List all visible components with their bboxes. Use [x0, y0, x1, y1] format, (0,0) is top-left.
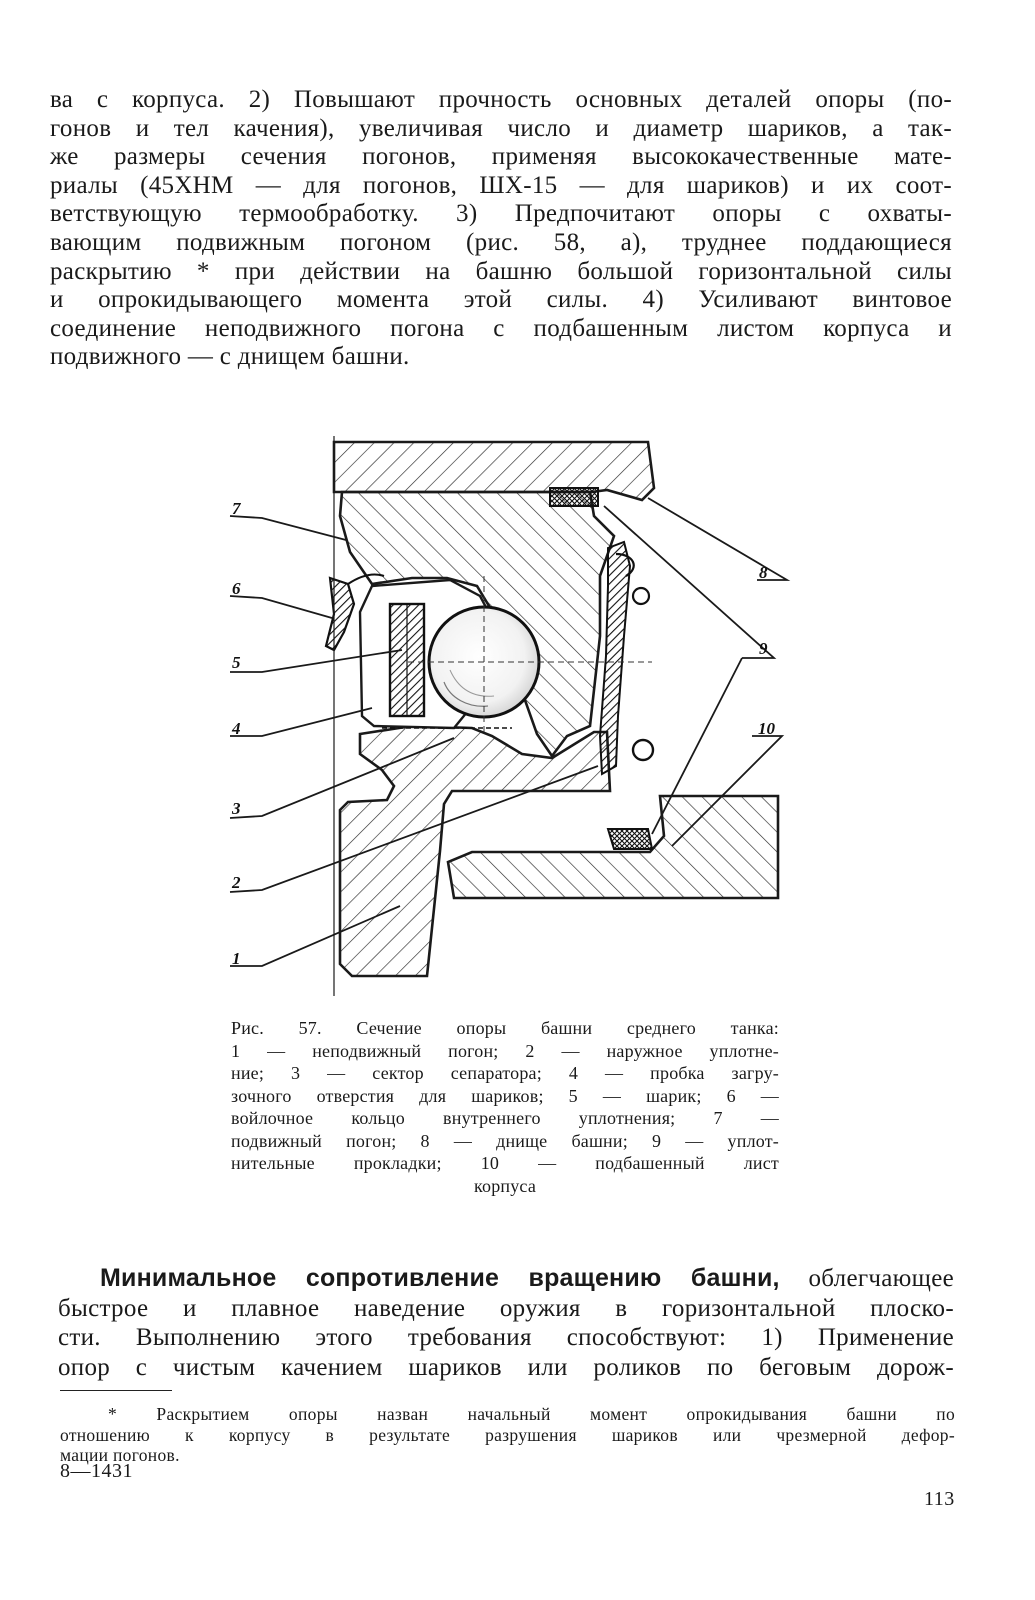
text-line: раскрытию * при действии на башню большой горизонтальной силы [50, 257, 952, 285]
text-line: вающим подвижным погоном (рис. 58, а), труднее поддающиеся [50, 228, 952, 256]
footnote [60, 1404, 955, 1466]
figure-turret-ring-section [222, 436, 797, 1001]
heading-continuation: облегчающее [779, 1265, 954, 1292]
label-1: 1 [232, 949, 241, 968]
text-line: опор с чистым качением шариков или роликов по беговым дорож- [58, 1353, 954, 1381]
text-line: подвижного — с днищем башни. [50, 343, 410, 371]
footnote-line: отношению к корпусу в результате разрушения шариков или чрезмерной дефор- [60, 1424, 955, 1445]
caption-line: ние; 3 — сектор сепаратора; 4 — пробка загру- [231, 1063, 779, 1083]
upper-seal [550, 488, 598, 506]
page-number: 113 [924, 1488, 955, 1510]
text-line: ветствующую термообработку. 3) Предпочитают опоры с охваты- [50, 200, 952, 228]
footnote-line: * Раскрытием опоры назван начальный момент опрокидывания башни по [108, 1404, 955, 1424]
text-line: и опрокидывающего момента этой силы. 4) Усиливают винтовое [50, 286, 952, 314]
text-line: соединение неподвижного погона с подбашенным листом корпуса и [50, 314, 952, 342]
cross-section-drawing [222, 436, 797, 1001]
footnote-rule [60, 1390, 172, 1391]
figure-caption [231, 1017, 779, 1197]
label-9: 9 [759, 639, 768, 658]
body-paragraph-bottom [58, 1264, 954, 1382]
footnote-line: мации погонов. [60, 1445, 180, 1465]
section-heading: Минимальное сопротивление вращению башни, [100, 1264, 780, 1292]
caption-line: Рис. 57. Сечение опоры башни среднего танка: [231, 1018, 779, 1038]
lower-seal [608, 829, 652, 849]
label-7: 7 [232, 499, 241, 518]
caption-line: войлочное кольцо внутреннего уплотнения; 7 — [231, 1108, 779, 1128]
body-paragraph-top [50, 86, 952, 372]
text-line: же размеры сечения погонов, применяя высококачественные мате- [50, 143, 952, 171]
text-line [58, 1264, 954, 1294]
caption-line: 1 — неподвижный погон; 2 — наружное уплотне- [231, 1040, 779, 1061]
text-line: ва с корпуса. 2) Повышают прочность основных деталей опоры (по- [50, 86, 952, 113]
caption-line: подвижный погон; 8 — днище башни; 9 — уплот- [231, 1130, 779, 1151]
label-4: 4 [232, 719, 241, 738]
text-line: сти. Выполнению этого требования способствуют: 1) Применение [58, 1324, 954, 1351]
label-10: 10 [758, 719, 775, 738]
outer-seal-strip [600, 542, 630, 774]
caption-line: нительные прокладки; 10 — подбашенный лист [231, 1153, 779, 1173]
printer-signature: 8—1431 [60, 1460, 133, 1482]
text-line: риалы (45ХНМ — для погонов, ШХ-15 — для шариков) и их соот- [50, 171, 952, 199]
caption-line: зочного отверстия для шариков; 5 — шарик; 6 — [231, 1085, 779, 1106]
felt-seal-ring [326, 578, 354, 650]
label-2: 2 [232, 873, 241, 892]
label-3: 3 [232, 799, 241, 818]
label-6: 6 [232, 579, 241, 598]
text-line: гонов и тел качения), увеличивая число и диаметр шариков, а так- [50, 114, 952, 142]
label-5: 5 [232, 653, 241, 672]
text-line: быстрое и плавное наведение оружия в горизонтальной плоско- [58, 1294, 954, 1322]
label-8: 8 [759, 563, 768, 582]
caption-line: корпуса [473, 1175, 537, 1196]
